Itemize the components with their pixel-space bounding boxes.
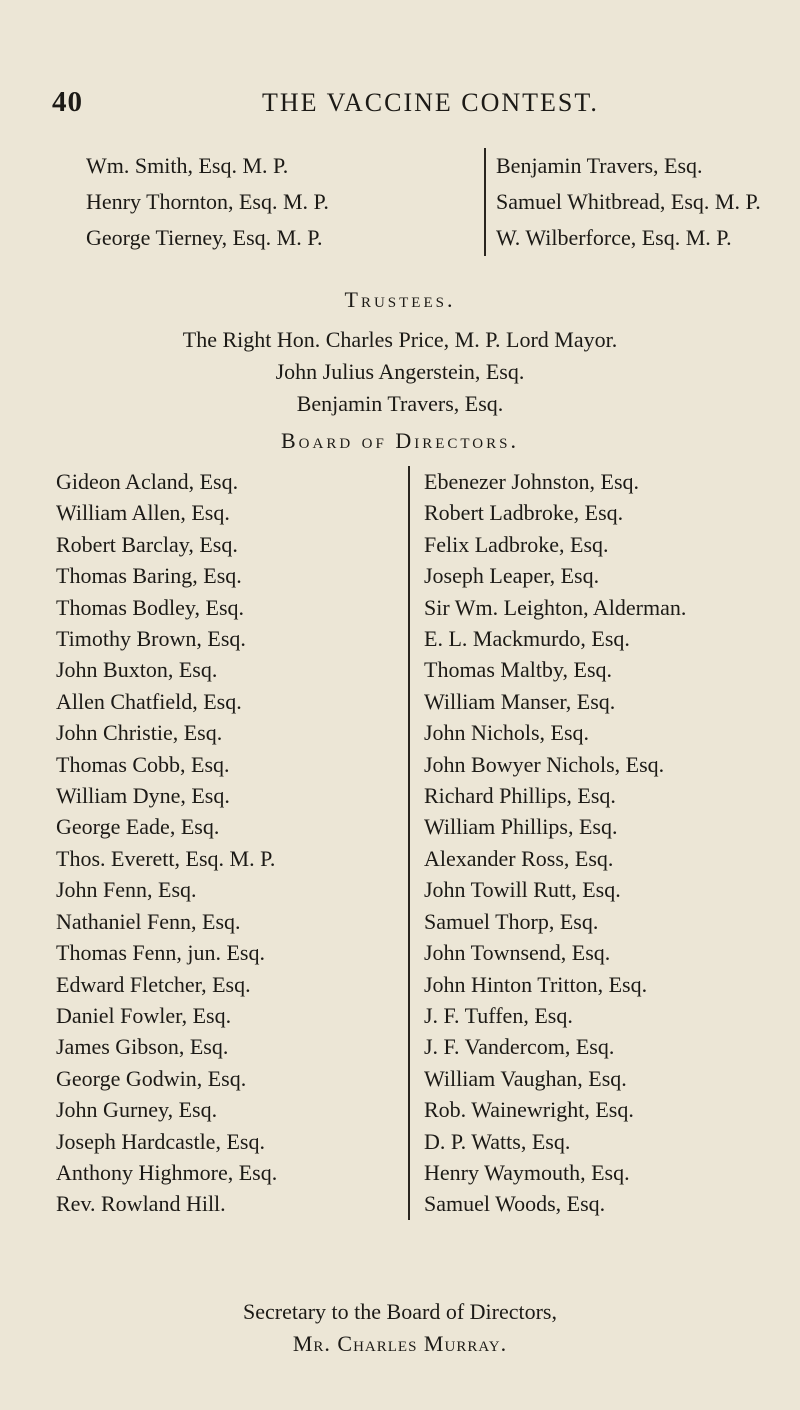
director-name: John Fenn, Esq. bbox=[56, 877, 197, 903]
name-line: Wm. Smith, Esq. M. P. bbox=[86, 153, 289, 178]
director-name: John Buxton, Esq. bbox=[56, 657, 218, 683]
director-name: George Eade, Esq. bbox=[56, 814, 220, 840]
directors-left-column bbox=[56, 466, 396, 1220]
director-name: Sir Wm. Leighton, Alderman. bbox=[424, 594, 687, 620]
director-name: Thomas Cobb, Esq. bbox=[56, 751, 230, 777]
director-name: Nathaniel Fenn, Esq. bbox=[56, 908, 241, 934]
director-name: Robert Ladbroke, Esq. bbox=[424, 500, 624, 526]
director-name: John Bowyer Nichols, Esq. bbox=[424, 751, 665, 777]
secretary-name: Mr. Charles Murray. bbox=[292, 1331, 508, 1356]
director-name: Daniel Fowler, Esq. bbox=[56, 1002, 232, 1028]
director-name: John Christie, Esq. bbox=[56, 720, 223, 746]
name-line: George Tierney, Esq. M. P. bbox=[86, 225, 323, 250]
director-name: George Godwin, Esq. bbox=[56, 1065, 247, 1091]
trustee-name: John Julius Angerstein, Esq. bbox=[275, 359, 525, 384]
director-name: Thomas Bodley, Esq. bbox=[56, 594, 244, 620]
director-name: John Hinton Tritton, Esq. bbox=[424, 971, 648, 997]
director-name: John Gurney, Esq. bbox=[56, 1097, 218, 1123]
director-name: William Dyne, Esq. bbox=[56, 783, 230, 809]
top-names-left-column bbox=[86, 148, 466, 256]
director-name: Thos. Everett, Esq. M. P. bbox=[56, 845, 276, 871]
board-of-directors-list bbox=[0, 466, 800, 1246]
director-name: Allen Chatfield, Esq. bbox=[56, 688, 242, 714]
director-name: Richard Phillips, Esq. bbox=[424, 783, 616, 809]
director-name: John Townsend, Esq. bbox=[424, 940, 611, 966]
director-name: Thomas Fenn, jun. Esq. bbox=[56, 940, 265, 966]
name-line: Benjamin Travers, Esq. bbox=[496, 153, 703, 178]
director-name: William Phillips, Esq. bbox=[424, 814, 618, 840]
director-name: William Manser, Esq. bbox=[424, 688, 616, 714]
top-names-right-column bbox=[484, 148, 800, 256]
director-name: John Towill Rutt, Esq. bbox=[424, 877, 621, 903]
director-name: J. F. Tuffen, Esq. bbox=[424, 1002, 573, 1028]
director-name: William Vaughan, Esq. bbox=[424, 1065, 627, 1091]
director-name: James Gibson, Esq. bbox=[56, 1034, 229, 1060]
trustee-name: The Right Hon. Charles Price, M. P. Lord Mayor. bbox=[182, 327, 618, 352]
name-line: W. Wilberforce, Esq. M. P. bbox=[496, 225, 732, 250]
top-names-block bbox=[0, 148, 800, 258]
director-name: Thomas Baring, Esq. bbox=[56, 563, 242, 589]
director-name: D. P. Watts, Esq. bbox=[424, 1128, 571, 1154]
director-name: Edward Fletcher, Esq. bbox=[56, 971, 251, 997]
name-line: Henry Thornton, Esq. M. P. bbox=[86, 189, 329, 214]
director-name: Felix Ladbroke, Esq. bbox=[424, 531, 609, 557]
director-name: Anthony Highmore, Esq. bbox=[56, 1159, 278, 1185]
director-name: Ebenezer Johnston, Esq. bbox=[424, 469, 640, 494]
director-name: Rev. Rowland Hill. bbox=[56, 1191, 226, 1217]
director-name: Joseph Leaper, Esq. bbox=[424, 563, 600, 589]
secretary-block bbox=[0, 1296, 800, 1360]
director-name: Robert Barclay, Esq. bbox=[56, 531, 238, 557]
director-name: Alexander Ross, Esq. bbox=[424, 845, 614, 871]
director-name: J. F. Vandercom, Esq. bbox=[424, 1034, 615, 1060]
name-line: Samuel Whitbread, Esq. M. P. bbox=[496, 189, 761, 214]
director-name: Rob. Wainewright, Esq. bbox=[424, 1097, 634, 1123]
director-name: Samuel Woods, Esq. bbox=[424, 1191, 606, 1217]
director-name: Samuel Thorp, Esq. bbox=[424, 908, 599, 934]
trustees-list bbox=[0, 324, 800, 420]
director-name: E. L. Mackmurdo, Esq. bbox=[424, 626, 630, 652]
page-header bbox=[0, 86, 800, 126]
director-name: Timothy Brown, Esq. bbox=[56, 626, 246, 652]
directors-right-column bbox=[408, 466, 800, 1220]
director-name: Gideon Acland, Esq. bbox=[56, 469, 239, 494]
director-name: Thomas Maltby, Esq. bbox=[424, 657, 612, 683]
secretary-title: Secretary to the Board of Directors, bbox=[243, 1299, 557, 1324]
board-of-directors-heading: Board of Directors. bbox=[281, 428, 519, 453]
director-name: Joseph Hardcastle, Esq. bbox=[56, 1128, 265, 1154]
director-name: John Nichols, Esq. bbox=[424, 720, 589, 746]
running-title: THE VACCINE CONTEST. bbox=[262, 88, 599, 117]
director-name: William Allen, Esq. bbox=[56, 500, 230, 526]
trustees-heading: Trustees. bbox=[344, 287, 456, 312]
page-number: 40 bbox=[52, 86, 83, 118]
director-name: Henry Waymouth, Esq. bbox=[424, 1159, 630, 1185]
trustee-name: Benjamin Travers, Esq. bbox=[296, 391, 504, 416]
